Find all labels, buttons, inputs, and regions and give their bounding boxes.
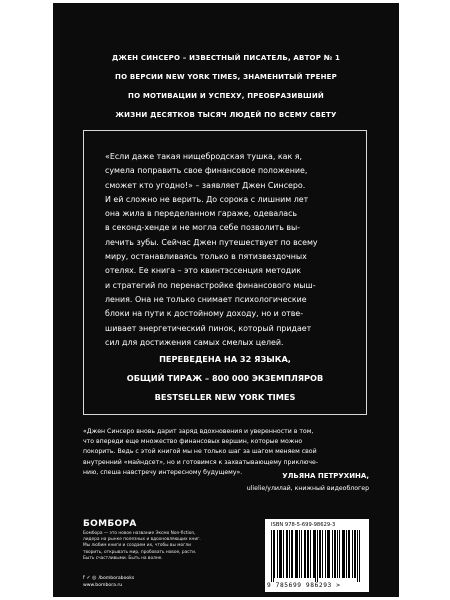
testimonial-line: нию, спеша навстречу интересному будущему».: [83, 468, 243, 476]
barcode-icon: [271, 530, 363, 582]
testimonial-line: что впереди еще множество финансовых вершин, которые можно: [83, 438, 303, 446]
description-line: «Если даже такая нищебродская тушка, как я,: [105, 152, 303, 161]
description-line: шивает энергетический пинок, который придает: [105, 323, 312, 333]
testimonial-quote: [83, 427, 318, 478]
social-handle: /bomborabooks: [98, 576, 135, 581]
publisher-description: [83, 531, 201, 562]
highlight-line: BESTSELLER NEW YORK TIMES: [154, 392, 296, 402]
description-line: и стратегий по перенастройке финансового мыш-: [105, 280, 316, 290]
sales-highlights: [84, 350, 366, 407]
author-bio: [53, 49, 399, 125]
reviewer-role: ulielie/улилай, книжный видеоблогер: [246, 485, 369, 492]
author-bio-line: ПО ВЕРСИИ NEW YORK TIMES, ЗНАМЕНИТЫЙ ТРЕНЕР: [115, 73, 337, 81]
description-line: ления. Она не только снимает психологические: [105, 294, 307, 304]
description-frame: [83, 130, 367, 415]
testimonial-line: «Джен Синсеро вновь дарит заряд вдохновения и уверенности в том,: [83, 428, 314, 435]
publisher-description-line: Бомбора — это новое название Эксмо Non-fiction,: [83, 531, 196, 536]
author-bio-line: ПО МОТИВАЦИИ И УСПЕХУ, ПРЕОБРАЗИВШИЙ: [128, 92, 324, 100]
publisher-description-line: лидера на рынке полезных и вдохновляющих книг.: [83, 537, 201, 543]
description-line: лечить зубы. Сейчас Джен путешествует по всему: [105, 237, 318, 247]
description-line: сумела поправить свое финансовое положение,: [105, 166, 308, 176]
description-line: она жила в переделанном гараже, одевалась: [105, 209, 298, 219]
description-line: сил для достижения самых смелых целей.: [105, 337, 284, 347]
publisher-description-line: Мы любим книги и создаем их, чтобы вы могли: [83, 543, 191, 549]
publisher-logo: БОМБОРА: [83, 519, 137, 529]
testimonial-line: покорить. Ведь с этой книгой мы не только шаг за шагом меняем свой: [83, 448, 317, 456]
publisher-links: [83, 575, 134, 589]
isbn-text: ISBN 978-5-699-98629-3: [271, 522, 336, 528]
description-line: блоки на пути к достойному доходу, но и отве-: [105, 309, 304, 319]
description-line: сможет кто угодно!» – заявляет Джен Синсеро.: [105, 180, 306, 190]
highlight-line: ПЕРЕВЕДЕНА НА 32 ЯЗЫКА,: [159, 354, 291, 364]
description-line: отелях. Ее книга – это квинтэссенция методик: [105, 266, 302, 276]
reviewer-name: УЛЬЯНА ПЕТРУХИНА,: [282, 472, 369, 480]
publisher-website: www.bombora.ru: [83, 583, 123, 588]
barcode-label: [265, 519, 369, 592]
publisher-description-line: Быть счастливыми. Быть на волне.: [83, 555, 163, 561]
highlight-line: ОБЩИЙ ТИРАЖ – 800 000 ЭКЗЕМПЛЯРОВ: [126, 373, 324, 383]
back-cover: [53, 3, 399, 597]
author-bio-line: ЖИЗНИ ДЕСЯТКОВ ТЫСЯЧ ЛЮДЕЙ ПО ВСЕМУ СВЕТУ: [115, 111, 337, 119]
social-icons: f ✓ ◎: [83, 575, 97, 581]
testimonial-line: внутренний «майндсет», но и готовимся к захватывающему приключе-: [83, 458, 319, 466]
description-line: миру, останавливаясь только в пятизвездочных: [105, 252, 307, 262]
book-description: [105, 150, 318, 350]
publisher-description-line: творить, открывать мир, пробовать новое, расти.: [83, 549, 197, 555]
author-bio-line: ДЖЕН СИНСЕРО – ИЗВЕСТНЫЙ ПИСАТЕЛЬ, АВТОР № 1: [111, 54, 341, 62]
description-line: в секонд-хенде и не могла себе позволить вы-: [105, 223, 301, 233]
barcode-digits: 9 785699 986293 >: [267, 582, 341, 589]
description-line: И ей сложно не верить. До сорока с лишним лет: [105, 194, 309, 204]
